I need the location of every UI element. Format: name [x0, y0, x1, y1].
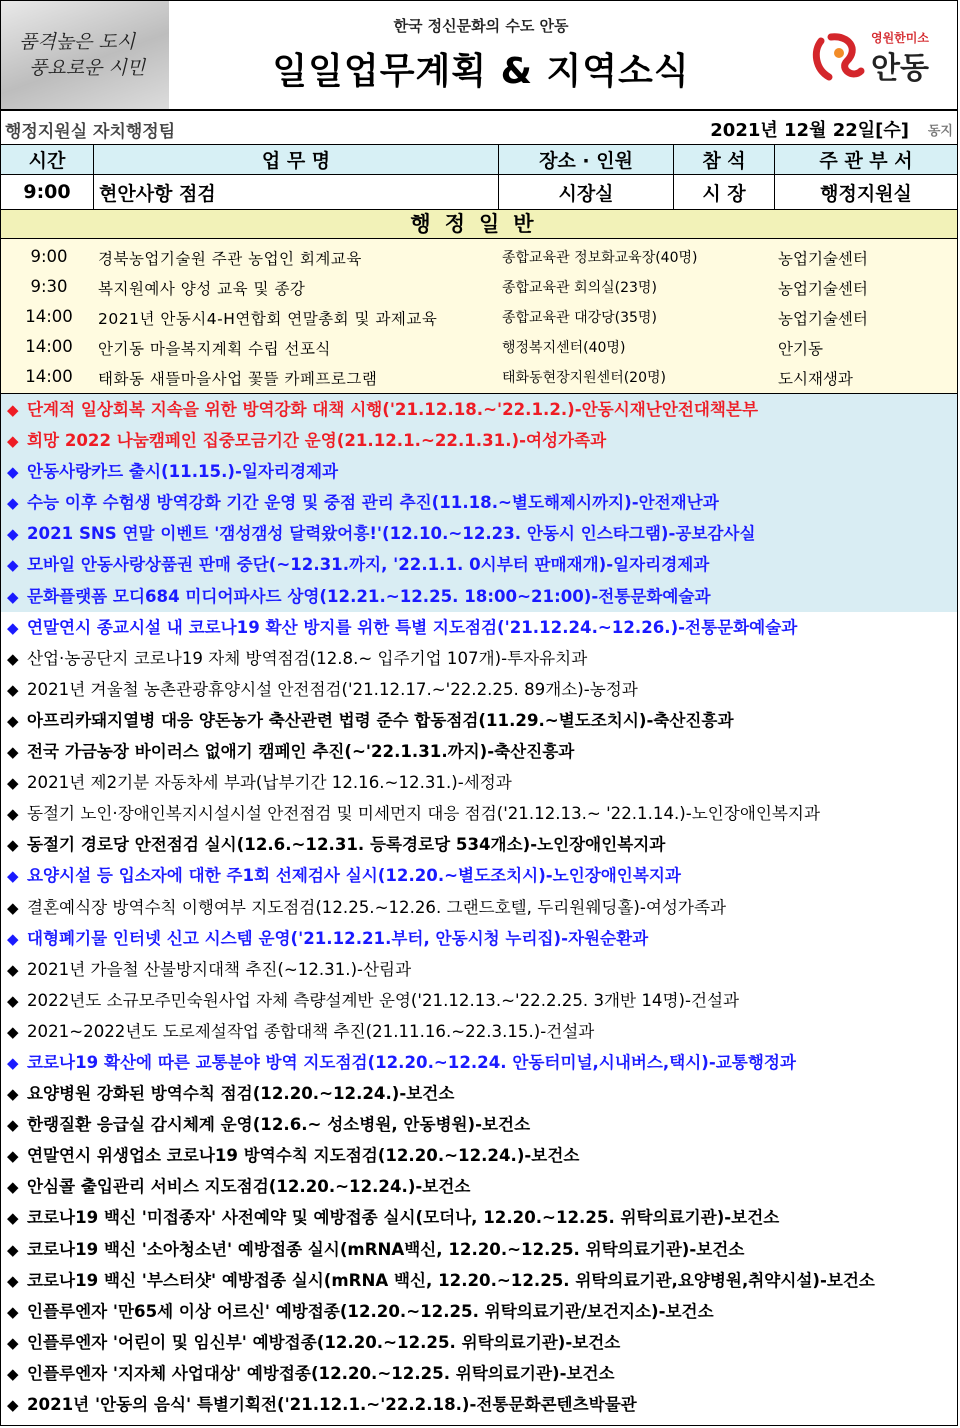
diamond-bullet-icon: ◆ [7, 1053, 19, 1072]
news-item [1, 425, 957, 456]
news-text: 코로나19 확산에 따른 교통분야 방역 지도점검(12.20.~12.24. 안동터미널,시내버스,택시)-교통행정과 [27, 1052, 796, 1072]
diamond-bullet-icon: ◆ [7, 1178, 19, 1197]
general-time: 14:00 [25, 307, 73, 326]
diamond-bullet-icon: ◆ [7, 1147, 19, 1166]
news-text: 2021년 겨울철 농촌관광휴양시설 안전점검('21.12.17.~'22.2.25. 89개소)-농정과 [27, 679, 638, 699]
general-task: 2021년 안동시4-H연합회 연말총회 및 과제교육 [98, 310, 438, 328]
news-text: 산업·농공단지 코로나19 자체 방역점검(12.8.~ 입주기업 107개)-투자유치과 [27, 648, 588, 668]
news-text: 대형폐기물 인터넷 신고 시스템 운영('21.12.21.부터, 안동시청 누리집)-자원순환과 [27, 928, 649, 948]
header-dept: 주 관 부 서 [819, 150, 913, 172]
logo-small-text: 영원한미소 [871, 31, 929, 45]
list-item [1, 361, 957, 391]
diamond-bullet-icon: ◆ [7, 1302, 19, 1321]
news-item [1, 487, 957, 518]
diamond-bullet-icon: ◆ [7, 836, 19, 855]
local-news-list [1, 394, 957, 1420]
general-time: 9:30 [30, 277, 68, 296]
general-dept: 안기동 [778, 340, 823, 358]
diamond-bullet-icon: ◆ [7, 1116, 19, 1135]
news-text: 수능 이후 수험생 방역강화 기간 운영 및 중점 관리 추진(11.18.~별도해제시까지)-안전재난과 [27, 493, 719, 513]
main-dept: 행정지원실 [820, 182, 912, 205]
news-text: 인플루엔자 '지자체 사업대상' 예방접종(12.20.~12.25. 위탁의료기관)-보건소 [27, 1363, 615, 1383]
general-task: 안기동 마을복지계획 수립 선포식 [98, 340, 331, 358]
news-item [1, 798, 957, 829]
news-item [1, 1171, 957, 1202]
news-item [1, 1389, 957, 1420]
news-item [1, 1078, 957, 1109]
news-item [1, 549, 957, 580]
general-place: 종합교육관 회의실(23명) [502, 280, 657, 296]
slogan-banner [1, 1, 169, 109]
news-text: 2021~2022년도 도로제설작업 종합대책 추진(21.11.16.~22.3.15.)-건설과 [27, 1021, 595, 1041]
diamond-bullet-icon: ◆ [7, 929, 19, 948]
news-text: 코로나19 백신 '부스터샷' 예방접종 실시(mRNA 백신, 12.20.~12.25. 위탁의료기관,요양병원,취약시설)-보건소 [27, 1270, 875, 1290]
list-item [1, 271, 957, 301]
header [1, 1, 957, 111]
slogan-text [19, 29, 145, 81]
news-item [1, 456, 957, 487]
header-attendee: 참 석 [674, 145, 775, 174]
general-dept: 농업기술센터 [778, 250, 868, 268]
news-text: 희망 2022 나눔캠페인 집중모금기간 운영(21.12.1.~22.1.31.)-여성가족과 [27, 431, 607, 451]
news-item [1, 1265, 957, 1296]
diamond-bullet-icon: ◆ [7, 1240, 19, 1259]
general-place: 종합교육관 대강당(35명) [502, 310, 657, 326]
schedule-table [1, 145, 957, 394]
info-bar [1, 111, 957, 145]
slogan-line-1: 품격높은 도시 [19, 31, 136, 53]
diamond-bullet-icon: ◆ [7, 1085, 19, 1104]
diamond-bullet-icon: ◆ [7, 401, 19, 419]
logo-city-name: 안동 [871, 51, 929, 86]
news-text: 코로나19 백신 '소아청소년' 예방접종 실시(mRNA백신, 12.20.~12.25. 위탁의료기관)-보건소 [27, 1239, 745, 1259]
news-text: 전국 가금농장 바이러스 없애기 캠페인 추진(~'22.1.31.까지)-축산진흥과 [27, 742, 575, 762]
news-item [1, 954, 957, 985]
diamond-bullet-icon: ◆ [7, 867, 19, 886]
main-time: 9:00 [1, 175, 94, 209]
main-place: 시장실 [499, 175, 674, 209]
diamond-bullet-icon: ◆ [7, 743, 19, 762]
diamond-bullet-icon: ◆ [7, 494, 19, 513]
news-item [1, 985, 957, 1016]
table-row [1, 175, 957, 210]
news-text: 코로나19 백신 '미접종자' 사전예약 및 예방접종 실시(모더나, 12.20.~12.25. 위탁의료기관)-보건소 [27, 1208, 780, 1228]
news-text: 요양시설 등 입소자에 대한 주1회 선제검사 실시(12.20.~별도조치시)-노인장애인복지과 [27, 866, 681, 886]
news-item [1, 1140, 957, 1171]
news-text: 2021년 '안동의 음식' 특별기획전('21.12.1.~'22.2.18.)-전통문화콘텐츠박물관 [27, 1395, 637, 1414]
news-item [1, 767, 957, 798]
diamond-bullet-icon: ◆ [7, 680, 19, 699]
diamond-bullet-icon: ◆ [7, 463, 19, 482]
news-item [1, 674, 957, 705]
news-text: 2021년 가을철 산불방지대책 추진(~12.31.)-산림과 [27, 959, 412, 979]
diamond-bullet-icon: ◆ [7, 1364, 19, 1383]
news-item [1, 394, 957, 425]
diamond-bullet-icon: ◆ [7, 649, 19, 668]
news-item [1, 1327, 957, 1358]
diamond-bullet-icon: ◆ [7, 960, 19, 979]
slogan-line-2: 풍요로운 시민 [29, 57, 146, 79]
news-item [1, 1202, 957, 1233]
diamond-bullet-icon: ◆ [7, 1333, 19, 1352]
news-item [1, 1358, 957, 1389]
diamond-bullet-icon: ◆ [7, 1022, 19, 1041]
main-task: 현안사항 점검 [94, 175, 499, 209]
diamond-bullet-icon: ◆ [7, 525, 19, 544]
news-text: 인플루엔자 '어린이 및 임신부' 예방접종(12.20.~12.25. 위탁의료기관)-보건소 [27, 1332, 621, 1352]
news-text: 연말연시 종교시설 내 코로나19 확산 방지를 위한 특별 지도점검('21.12.24.~12.26.)-전통문화예술과 [27, 617, 798, 637]
news-text: 결혼예식장 방역수칙 이행여부 지도점검(12.25.~12.26. 그랜드호텔, 두리원웨딩홀)-여성가족과 [27, 897, 727, 917]
list-item [1, 241, 957, 271]
header-place: 장소 · 인원 [499, 145, 674, 174]
general-dept: 도시재생과 [778, 370, 853, 388]
report-date: 2021년 12월 22일[수] [710, 120, 909, 141]
news-item [1, 518, 957, 549]
andong-logo [809, 23, 939, 89]
general-place: 행정복지센터(40명) [502, 340, 626, 356]
news-text: 문화플랫폼 모디684 미디어파사드 상영(12.21.~12.25. 18:00~21:00)-전통문화예술과 [27, 586, 711, 606]
diamond-bullet-icon: ◆ [7, 1271, 19, 1290]
general-task: 태화동 새뜰마을사업 꽃뜰 카페프로그램 [98, 370, 378, 388]
news-text: 모바일 안동사랑상품권 판매 중단(~12.31.까지, '22.1.1. 0시부터 판매재개)-일자리경제과 [27, 555, 710, 575]
diamond-bullet-icon: ◆ [7, 711, 19, 730]
table-header-row [1, 145, 957, 175]
main-attendee: 시 장 [674, 175, 775, 209]
general-dept: 농업기술센터 [778, 280, 868, 298]
diamond-bullet-icon: ◆ [7, 991, 19, 1010]
solar-term: 동지 [927, 124, 953, 139]
diamond-bullet-icon: ◆ [7, 805, 19, 824]
diamond-bullet-icon: ◆ [7, 618, 19, 637]
news-text: 동절기 노인·장애인복지시설시설 안전점검 및 미세먼지 대응 점검('21.12.13.~ '22.1.14.)-노인장애인복지과 [27, 804, 820, 824]
news-text: 2021년 제2기분 자동차세 부과(납부기간 12.16.~12.31.)-세정과 [27, 773, 512, 793]
diamond-bullet-icon: ◆ [7, 432, 19, 451]
news-text: 연말연시 위생업소 코로나19 방역수칙 지도점검(12.20.~12.24.)-보건소 [27, 1146, 580, 1166]
news-text: 단계적 일상회복 지속을 위한 방역강화 대책 시행('21.12.18.~'22.1.2.)-안동시재난안전대책본부 [27, 400, 758, 419]
news-text: 안심콜 출입관리 서비스 지도점검(12.20.~12.24.)-보건소 [27, 1177, 471, 1197]
news-item [1, 705, 957, 736]
general-task: 복지원예사 양성 교육 및 종강 [98, 280, 306, 298]
header-time: 시간 [1, 145, 94, 174]
news-item [1, 581, 957, 612]
news-item [1, 736, 957, 767]
diamond-bullet-icon: ◆ [7, 556, 19, 575]
diamond-bullet-icon: ◆ [7, 1396, 19, 1414]
news-text: 안동사랑카드 출시(11.15.)-일자리경제과 [27, 462, 339, 482]
diamond-bullet-icon: ◆ [7, 1209, 19, 1228]
general-section-title: 행정일반 [1, 210, 957, 239]
page-title: 일일업무계획 & 지역소식 [272, 51, 690, 92]
andong-logo-icon [809, 27, 869, 87]
news-item [1, 1016, 957, 1047]
news-item [1, 829, 957, 860]
news-text: 한랭질환 응급실 감시체계 운영(12.6.~ 성소병원, 안동병원)-보건소 [27, 1115, 531, 1135]
list-item [1, 331, 957, 361]
news-text: 인플루엔자 '만65세 이상 어르신' 예방접종(12.20.~12.25. 위탁의료기관/보건지소)-보건소 [27, 1301, 714, 1321]
header-subtitle: 한국 정신문화의 수도 안동 [393, 17, 569, 35]
general-time: 14:00 [25, 337, 73, 356]
news-text: 요양병원 강화된 방역수칙 점검(12.20.~12.24.)-보건소 [27, 1084, 455, 1104]
list-item [1, 301, 957, 331]
news-item [1, 1296, 957, 1327]
general-place: 태화동현장지원센터(20명) [502, 370, 666, 386]
general-dept: 농업기술센터 [778, 310, 868, 328]
news-item [1, 1234, 957, 1265]
news-text: 아프리카돼지열병 대응 양돈농가 축산관련 법령 준수 합동점검(11.29.~별도조치시)-축산진흥과 [27, 710, 734, 730]
general-time: 9:00 [30, 247, 68, 266]
news-text: 동절기 경로당 안전점검 실시(12.6.~12.31. 등록경로당 534개소)-노인장애인복지과 [27, 835, 666, 855]
news-item [1, 892, 957, 923]
diamond-bullet-icon: ◆ [7, 774, 19, 793]
news-item [1, 1047, 957, 1078]
header-task: 업 무 명 [94, 145, 499, 174]
news-item [1, 923, 957, 954]
news-item [1, 860, 957, 891]
team-name: 행정지원실 자치행정팀 [5, 122, 176, 142]
general-time: 14:00 [25, 367, 73, 386]
news-item [1, 612, 957, 643]
news-item [1, 643, 957, 674]
diamond-bullet-icon: ◆ [7, 898, 19, 917]
general-schedule [1, 239, 957, 394]
diamond-bullet-icon: ◆ [7, 587, 19, 606]
general-task: 경북농업기술원 주관 농업인 회계교육 [98, 250, 362, 268]
news-text: 2021 SNS 연말 이벤트 '갬성갬성 달력왔어흥!'(12.10.~12.23. 안동시 인스타그램)-공보감사실 [27, 524, 756, 544]
news-item [1, 1109, 957, 1140]
general-place: 종합교육관 정보화교육장(40명) [502, 250, 698, 266]
news-text: 2022년도 소규모주민숙원사업 자체 측량설계반 운영('21.12.13.~'22.2.25. 3개반 14명)-건설과 [27, 990, 740, 1010]
